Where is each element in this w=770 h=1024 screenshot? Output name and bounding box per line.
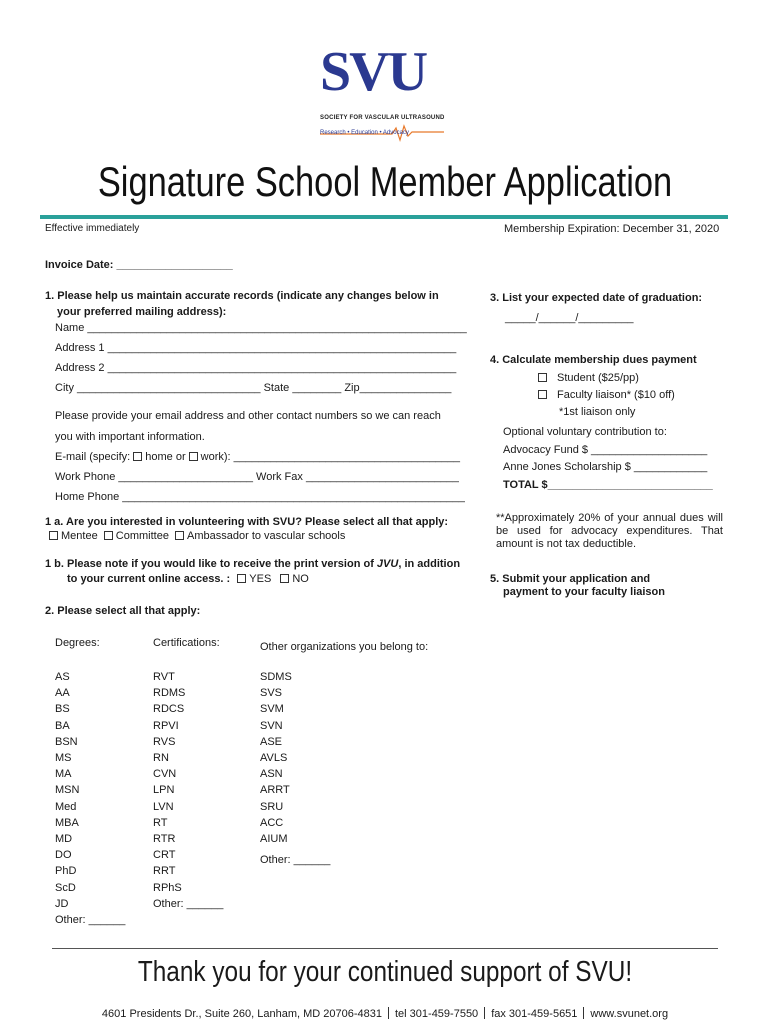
address2-field[interactable]: Address 2 _________________________________________________________	[55, 362, 457, 374]
sec2-heading: 2. Please select all that apply:	[45, 605, 201, 617]
scholarship-field[interactable]: Anne Jones Scholarship $ ____________	[503, 461, 708, 473]
ambassador-label: Ambassador to vascular schools	[187, 530, 346, 542]
degree-option[interactable]: AA	[55, 687, 70, 700]
certification-option[interactable]: RVT	[153, 671, 175, 683]
organization-option[interactable]: SVN	[260, 719, 283, 732]
logo-tagline: Research • Education • Advocacy	[320, 130, 409, 136]
footer-separator	[388, 1007, 389, 1019]
degree-option[interactable]: PhD	[55, 865, 77, 878]
page-title: Signature School Member Application	[97, 158, 673, 205]
email-home-checkbox[interactable]	[133, 452, 142, 461]
expiration-text: Membership Expiration: December 31, 2020	[504, 223, 720, 235]
degree-option[interactable]: BS	[55, 703, 70, 716]
certification-option[interactable]: LPN	[153, 784, 175, 797]
degree-option[interactable]: JD	[55, 897, 69, 910]
organization-option[interactable]: ASN	[260, 768, 283, 781]
email-label: E-mail (specify:	[55, 451, 134, 463]
sec4-heading: 4. Calculate membership dues payment	[490, 354, 697, 366]
sec1b-question: to your current online access. :	[67, 573, 231, 585]
degree-option[interactable]: MA	[55, 768, 72, 781]
sec1-heading-cont: your preferred mailing address):	[57, 306, 227, 318]
certifications-header: Certifications:	[153, 637, 220, 649]
email-home-label: home or	[145, 451, 189, 463]
certification-option[interactable]: RRT	[153, 865, 176, 878]
sec1-heading: 1. Please help us maintain accurate records (indicate any changes below in	[45, 290, 439, 302]
liaison-checkbox[interactable]	[538, 390, 547, 399]
yes-label: YES	[249, 573, 272, 585]
sec1b-text: 1 b. Please note if you would like to receive the print version of	[45, 558, 377, 570]
organizations-header: Other organizations you belong to:	[260, 641, 429, 653]
certification-option[interactable]: RVS	[153, 735, 176, 748]
degree-option[interactable]: BSN	[55, 735, 78, 748]
email-work-checkbox[interactable]	[189, 452, 198, 461]
certification-option[interactable]: RT	[153, 816, 168, 829]
email-work-label: work): _____________________________________	[200, 451, 461, 463]
footer-separator	[583, 1007, 584, 1019]
sec5-heading: 5. Submit your application and	[490, 573, 651, 585]
name-field[interactable]: Name ______________________________________________________________	[55, 322, 467, 334]
committee-label: Committee	[115, 530, 169, 542]
sec1b-text-end: , in addition	[398, 558, 461, 570]
sec5-heading-cont: payment to your faculty liaison	[503, 586, 665, 598]
sec1b-heading	[45, 558, 460, 570]
total-field[interactable]: TOTAL $___________________________	[503, 479, 713, 491]
sec3-heading: 3. List your expected date of graduation:	[490, 292, 703, 304]
sec1a-heading: 1 a. Are you interested in volunteering with SVU? Please select all that apply:	[45, 516, 449, 528]
organization-option[interactable]: ACC	[260, 816, 284, 829]
certification-option[interactable]: RPhS	[153, 881, 182, 894]
yes-checkbox[interactable]	[237, 574, 246, 583]
address1-field[interactable]: Address 1 _________________________________________________________	[55, 342, 457, 354]
committee-checkbox[interactable]	[104, 531, 113, 540]
footer-tel: tel 301-459-7550	[395, 1008, 479, 1020]
thank-you-message: Thank you for your continued support of SVU!	[137, 956, 633, 988]
mentee-checkbox[interactable]	[49, 531, 58, 540]
degrees-header: Degrees:	[55, 637, 100, 649]
degree-option[interactable]: DO	[55, 849, 72, 862]
dues-note: **Approximately 20% of your annual dues will be used for advocacy expenditures. That amount is not tax deductible.	[496, 512, 723, 550]
degree-option[interactable]: MD	[55, 833, 73, 846]
footer-divider	[52, 948, 718, 949]
logo-ecg-icon	[320, 102, 444, 146]
footer-separator	[484, 1007, 485, 1019]
certification-option[interactable]: CRT	[153, 849, 176, 862]
organization-option[interactable]: SRU	[260, 800, 284, 813]
certification-option[interactable]: CVN	[153, 768, 177, 781]
footer-address: 4601 Presidents Dr., Suite 260, Lanham, MD 20706-4831	[101, 1008, 382, 1020]
organization-option[interactable]: ASE	[260, 735, 283, 748]
no-label: NO	[292, 573, 309, 585]
organizations-other[interactable]: Other: ______	[260, 854, 331, 866]
graduation-date-field[interactable]: _____/______/_________	[505, 312, 634, 324]
liaison-label: Faculty liaison* ($10 off)	[557, 389, 675, 401]
certification-option[interactable]: RN	[153, 752, 169, 765]
footer-website[interactable]: www.svunet.org	[590, 1008, 669, 1020]
certification-option[interactable]: LVN	[153, 800, 174, 813]
degree-option[interactable]: ScD	[55, 881, 76, 894]
student-checkbox[interactable]	[538, 373, 547, 382]
organization-option[interactable]: ARRT	[260, 784, 290, 797]
student-label: Student ($25/pp)	[557, 372, 639, 384]
organizations-list	[260, 669, 292, 847]
city-state-zip-field[interactable]: City ______________________________ State ________ Zip_______________	[55, 382, 452, 394]
certifications-list	[153, 669, 223, 912]
organization-option[interactable]: SVS	[260, 687, 283, 700]
logo-subtitle: SOCIETY FOR VASCULAR ULTRASOUND	[320, 115, 445, 121]
organization-option[interactable]: AVLS	[260, 752, 288, 765]
liaison-option	[538, 389, 675, 401]
liaison-note: *1st liaison only	[559, 406, 636, 418]
no-checkbox[interactable]	[280, 574, 289, 583]
footer-fax: fax 301-459-5651	[491, 1008, 578, 1020]
organization-option[interactable]: AIUM	[260, 833, 288, 846]
contact-footer	[0, 1007, 770, 1020]
logo-wordmark: SVU	[320, 41, 427, 103]
email-note: Please provide your email address and other contact numbers so we can reach	[55, 410, 441, 422]
degree-option[interactable]: MBA	[55, 816, 79, 829]
mentee-label: Mentee	[61, 530, 98, 542]
ambassador-checkbox[interactable]	[175, 531, 184, 540]
degree-option[interactable]: MS	[55, 752, 72, 765]
volunteer-options	[49, 530, 345, 542]
organization-option[interactable]: SVM	[260, 703, 284, 716]
home-phone-field[interactable]: Home Phone ________________________________________________________	[55, 491, 465, 503]
degrees-list	[55, 669, 125, 928]
advocacy-fund-field[interactable]: Advocacy Fund $ ___________________	[503, 444, 708, 456]
email-field[interactable]	[55, 451, 460, 463]
degree-option[interactable]: AS	[55, 671, 70, 683]
effective-text: Effective immediately	[45, 223, 140, 234]
email-note-cont: you with important information.	[55, 431, 205, 443]
print-option-row	[67, 573, 309, 585]
degree-option[interactable]: Med	[55, 800, 77, 813]
optional-contribution-label: Optional voluntary contribution to:	[503, 426, 667, 438]
degree-option[interactable]: BA	[55, 719, 70, 732]
organization-option[interactable]: SDMS	[260, 671, 292, 683]
certification-option[interactable]: RDCS	[153, 703, 185, 716]
journal-name: JVU	[376, 558, 399, 570]
degree-option[interactable]: Other: ______	[55, 914, 126, 927]
svu-logo	[318, 40, 448, 144]
certification-option[interactable]: RPVI	[153, 719, 179, 732]
certification-option[interactable]: RDMS	[153, 687, 186, 700]
title-divider	[40, 215, 728, 219]
certification-option[interactable]: RTR	[153, 833, 176, 846]
student-option	[538, 372, 639, 384]
work-phone-fax-field[interactable]: Work Phone ______________________ Work Fax _________________________	[55, 471, 459, 483]
certification-option[interactable]: Other: ______	[153, 897, 224, 910]
invoice-date-field[interactable]: Invoice Date: ___________________	[45, 259, 233, 271]
degree-option[interactable]: MSN	[55, 784, 80, 797]
